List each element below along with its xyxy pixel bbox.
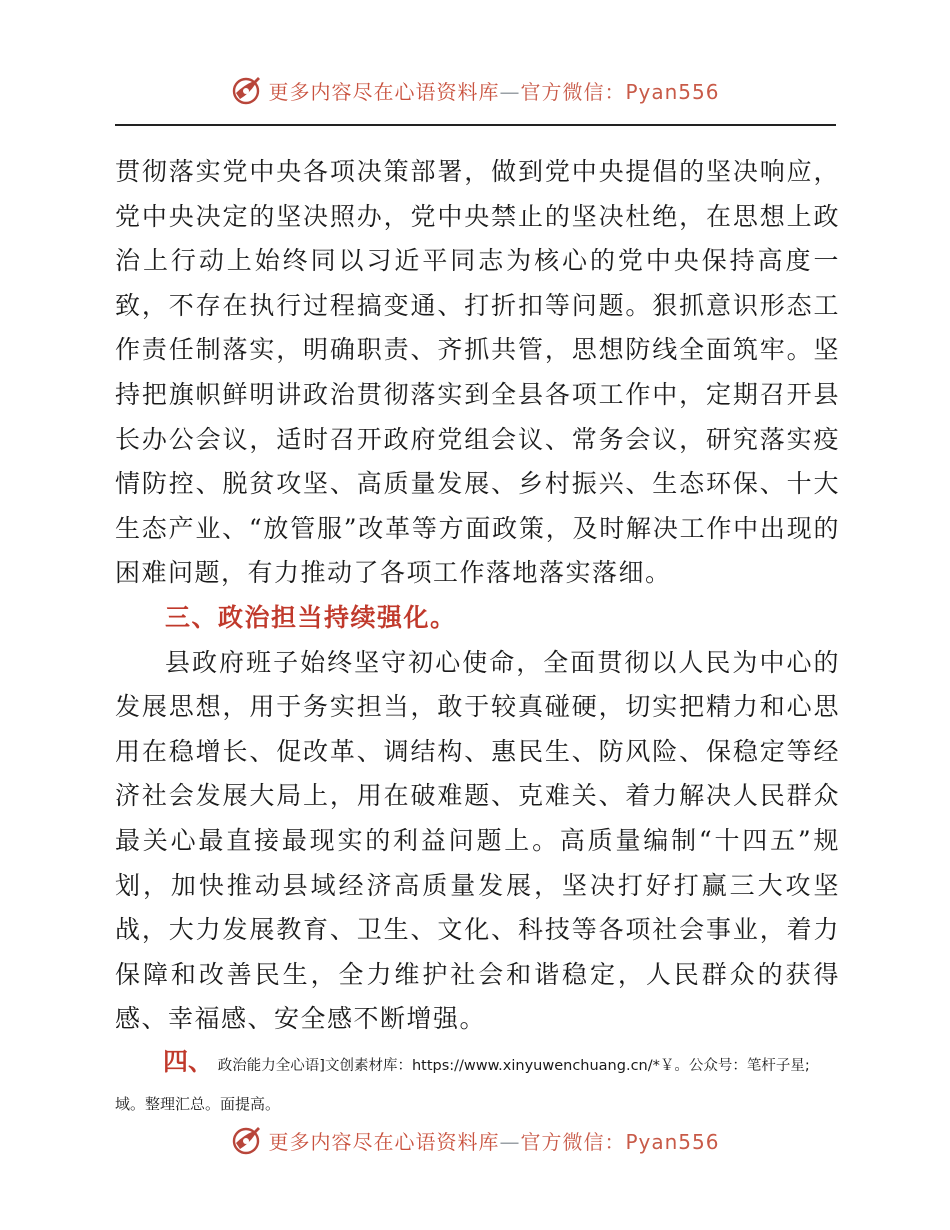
pen-nib-logo-icon: [230, 73, 264, 107]
header-banner-text: [268, 76, 719, 105]
header-banner-separator: —: [499, 79, 521, 104]
header-divider: [115, 124, 836, 126]
section-heading-4-text: 政治能力全心语]文创素材库：https://www.xinyuwenchuang.cn/*￥。公众号：笔杆子星;: [217, 1057, 810, 1074]
tail-text: 域。整理汇总。面提高。: [115, 1094, 281, 1113]
document-body: [115, 150, 840, 1116]
footer-banner-separator: —: [499, 1129, 521, 1154]
footer-banner-contact: 官方微信：Pyan556: [520, 1129, 720, 1154]
section-heading-4: [115, 1048, 840, 1080]
paragraph-2: 县政府班子始终坚守初心使命，全面贯彻以人民为中心的发展思想，用于务实担当，敢于较真碰硬，切实把精力和心思用在稳增长、促改革、调结构、惠民生、防风险、保稳定等经济社会发展大局上，用在破难题、克难关、着力解决人民群众最关心最直接最现实的利益问题上。高质量编制“十四五”规划，加快推动县域经济高质量发展，坚决打好打赢三大攻坚战，大力发展教育、卫生、文化、科技等各项社会事业，着力保障和改善民生，全力维护社会和谐稳定，人民群众的获得感、幸福感、安全感不断增强。: [115, 647, 840, 1034]
footer-banner-main: 更多内容尽在心语资料库: [268, 1129, 500, 1154]
footer-banner-inner: [230, 1123, 719, 1157]
footer-banner-text: [268, 1126, 719, 1155]
footer-banner: [0, 1120, 950, 1160]
section-heading-4-prefix: 四、: [163, 1046, 214, 1076]
header-banner-contact: 官方微信：Pyan556: [520, 79, 720, 104]
header-banner: [0, 70, 950, 110]
section-heading-3: 三、政治担当持续强化。: [165, 602, 457, 632]
header-banner-main: 更多内容尽在心语资料库: [268, 79, 500, 104]
pen-nib-logo-icon: [230, 1123, 264, 1157]
header-banner-inner: [230, 73, 719, 107]
paragraph-1: 贯彻落实党中央各项决策部署，做到党中央提倡的坚决响应，党中央决定的坚决照办，党中央禁止的坚决杜绝，在思想上政治上行动上始终同以习近平同志为核心的党中央保持高度一致，不存在执行过程搞变通、打折扣等问题。狠抓意识形态工作责任制落实，明确职责、齐抓共管，思想防线全面筑牢。坚持把旗帜鲜明讲政治贯彻落实到全县各项工作中，定期召开县长办公会议，适时召开政府党组会议、常务会议，研究落实疫情防控、脱贫攻坚、高质量发展、乡村振兴、生态环保、十大生态产业、“放管服”改革等方面政策，及时解决工作中出现的困难问题，有力推动了各项工作落地落实落细。: [115, 157, 840, 588]
